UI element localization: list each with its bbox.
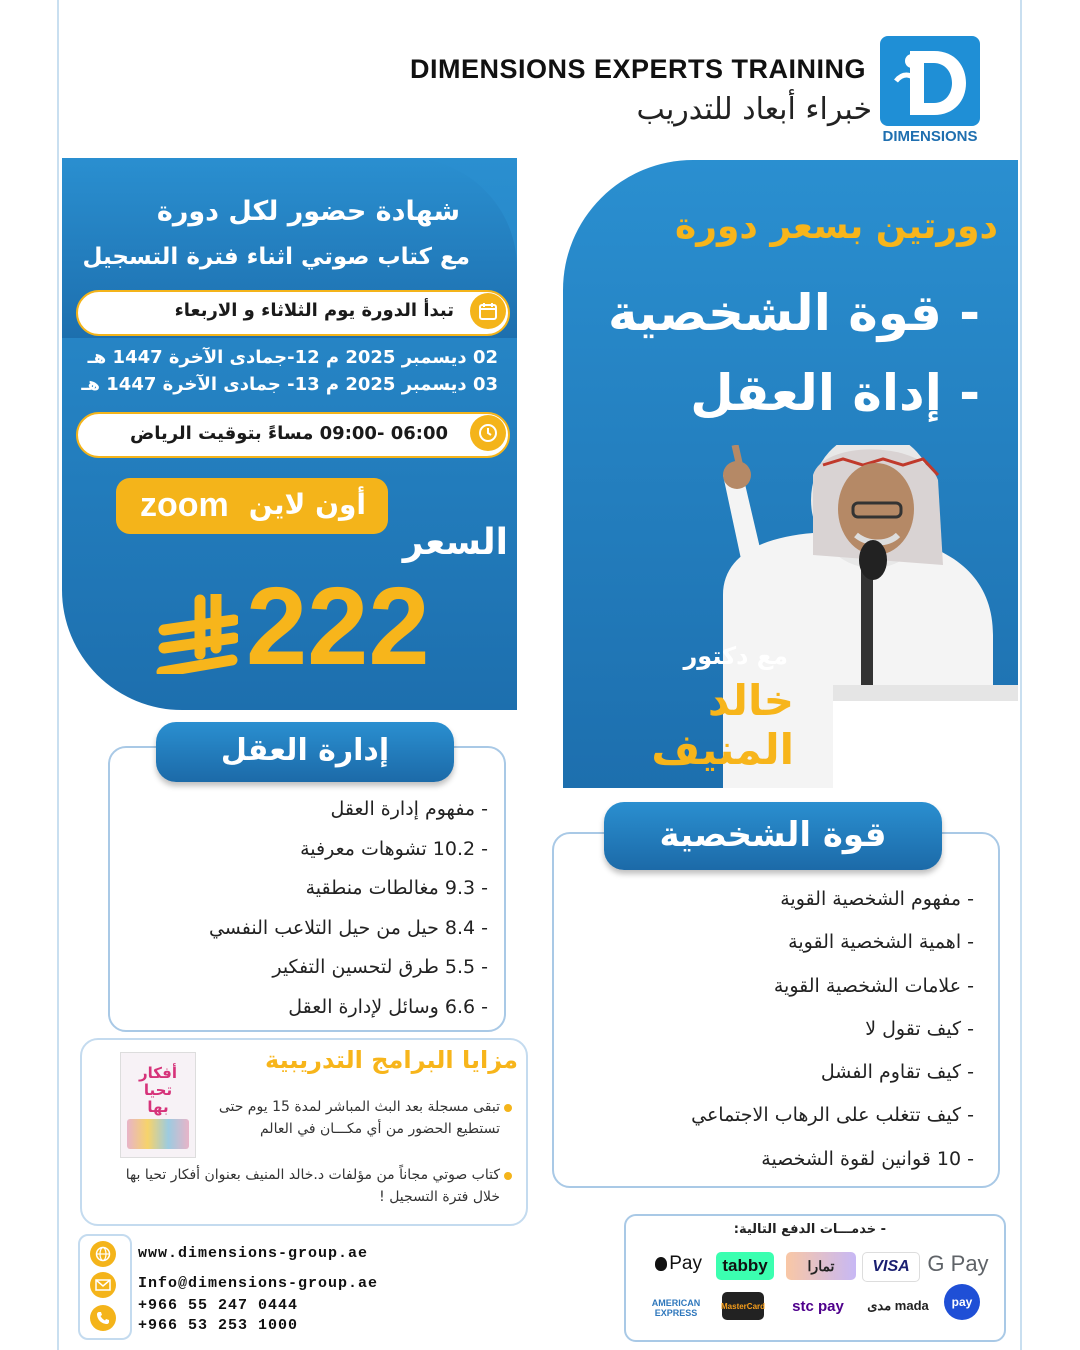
course-one-title: - قوة الشخصية bbox=[608, 284, 980, 342]
audio-book-text: مع كتاب صوتي اثناء فترة التسجيل bbox=[82, 244, 470, 270]
mastercard-logo: MasterCard bbox=[722, 1292, 764, 1320]
apple-pay-logo bbox=[650, 1250, 702, 1278]
with-doctor-text: مع دكتور bbox=[683, 642, 788, 670]
list-item: - 9.3 مغالطات منطقية bbox=[305, 877, 488, 899]
phone-icon bbox=[90, 1305, 116, 1331]
promo-headline: دورتين بسعر دورة bbox=[675, 206, 998, 247]
samsung-pay-logo: pay bbox=[944, 1284, 980, 1320]
phone-number-2[interactable]: +966 53 253 1000 bbox=[138, 1317, 299, 1334]
feature-item-recorded: تبقى مسجلة بعد البث المباشر لمدة 15 يوم حتى تستطيع الحضور من أي مكـــان في العالم bbox=[218, 1099, 500, 1137]
zoom-text: zoom bbox=[140, 486, 229, 524]
start-days-pill bbox=[76, 290, 510, 336]
list-item: - 10 قوانين لقوة الشخصية bbox=[761, 1147, 974, 1170]
time-pill bbox=[76, 412, 510, 458]
list-item: - كيف تتغلب على الرهاب الاجتماعي bbox=[691, 1104, 974, 1127]
features-title: مزايا البرامج التدريبية bbox=[265, 1046, 518, 1074]
online-zoom-badge bbox=[116, 478, 388, 534]
bullet-dot bbox=[504, 1104, 512, 1112]
list-item: - اهمية الشخصية القوية bbox=[788, 931, 974, 954]
mada-logo: مدى mada bbox=[867, 1298, 929, 1313]
book-title-line: أفكار bbox=[139, 1064, 177, 1082]
mail-icon bbox=[90, 1272, 116, 1298]
visa-logo: VISA bbox=[862, 1252, 920, 1282]
book-title-line: بها bbox=[147, 1098, 169, 1116]
brand-name-ar: خبراء أبعاد للتدريب bbox=[636, 92, 872, 127]
stc-pay-logo: stc pay bbox=[792, 1297, 844, 1315]
apple-pay-label: Pay bbox=[669, 1253, 702, 1274]
list-item: - مفهوم إدارة العقل bbox=[330, 798, 488, 820]
personality-section-title: قوة الشخصية bbox=[604, 802, 942, 870]
online-text: أون لاين bbox=[248, 488, 366, 521]
american-express-logo: AMERICAN EXPRESS bbox=[651, 1298, 701, 1318]
calendar-icon bbox=[470, 293, 506, 329]
mind-topics-list bbox=[128, 798, 488, 1035]
phone-number-1[interactable]: +966 55 247 0444 bbox=[138, 1297, 299, 1314]
price-value: 222 bbox=[246, 565, 430, 688]
start-days-text: تبدأ الدورة يوم الثلاثاء و الاربعاء bbox=[174, 300, 454, 321]
dimensions-logo bbox=[880, 36, 980, 145]
list-item: - 5.5 طرق لتحسين التفكير bbox=[272, 956, 488, 978]
bullet-dot bbox=[504, 1172, 512, 1180]
personality-topics-list bbox=[570, 888, 974, 1191]
list-item: - مفهوم الشخصية القوية bbox=[780, 888, 974, 910]
website-link[interactable]: www.dimensions-group.ae bbox=[138, 1245, 369, 1262]
email-link[interactable]: Info@dimensions-group.ae bbox=[138, 1275, 379, 1292]
left-border-line bbox=[57, 0, 59, 1350]
tabby-logo: tabby bbox=[716, 1252, 774, 1280]
list-item: - كيف تقاوم الفشل bbox=[820, 1061, 974, 1084]
date-line-2: 03 ديسمبر 2025 م 13- جمادى الآخرة 1447 هـ bbox=[81, 374, 498, 395]
date-line-1: 02 ديسمبر 2025 م 12-جمادى الآخرة 1447 هـ bbox=[87, 347, 498, 368]
brand-name-en: DIMENSIONS EXPERTS TRAINING bbox=[410, 54, 867, 84]
doctor-name: خالد المنيف bbox=[651, 676, 794, 774]
list-item: - علامات الشخصية القوية bbox=[773, 974, 974, 997]
list-item: - كيف تقول لا bbox=[865, 1017, 974, 1040]
logo-text: DIMENSIONS bbox=[882, 128, 978, 145]
clock-icon bbox=[470, 415, 506, 451]
payment-title: - خدمـــات الدفع التالية: bbox=[733, 1222, 886, 1237]
course-two-title: - إداة العقل bbox=[690, 364, 980, 422]
list-item: - 10.2 تشوهات معرفية bbox=[300, 837, 488, 860]
logo-mark bbox=[880, 36, 980, 126]
list-item: - 8.4 حيل من حيل التلاعب النفسي bbox=[208, 916, 488, 939]
book-cover-image bbox=[120, 1052, 196, 1158]
feature-item-audiobook: كتاب صوتي مجاناً من مؤلفات د.خالد المنيف بعنوان أفكار تحيا بها خلال فترة التسجيل ! bbox=[125, 1167, 500, 1205]
time-text: 06:00 -09:00 مساءً بتوقيت الرياض bbox=[129, 423, 448, 444]
apple-icon bbox=[655, 1257, 667, 1271]
google-pay-logo: G Pay bbox=[927, 1251, 989, 1276]
mind-section-title: إدارة العقل bbox=[156, 722, 454, 782]
price-label: السعر bbox=[402, 522, 508, 563]
tamara-logo: تمارا bbox=[786, 1252, 856, 1280]
saudi-riyal-icon bbox=[154, 594, 238, 678]
book-title-line: تحيا bbox=[143, 1081, 173, 1099]
certificate-text: شهادة حضور لكل دورة bbox=[156, 196, 460, 227]
right-border-line bbox=[1020, 0, 1022, 1350]
globe-icon bbox=[90, 1241, 116, 1267]
list-item: - 6.6 وسائل لإدارة العقل bbox=[288, 995, 488, 1018]
